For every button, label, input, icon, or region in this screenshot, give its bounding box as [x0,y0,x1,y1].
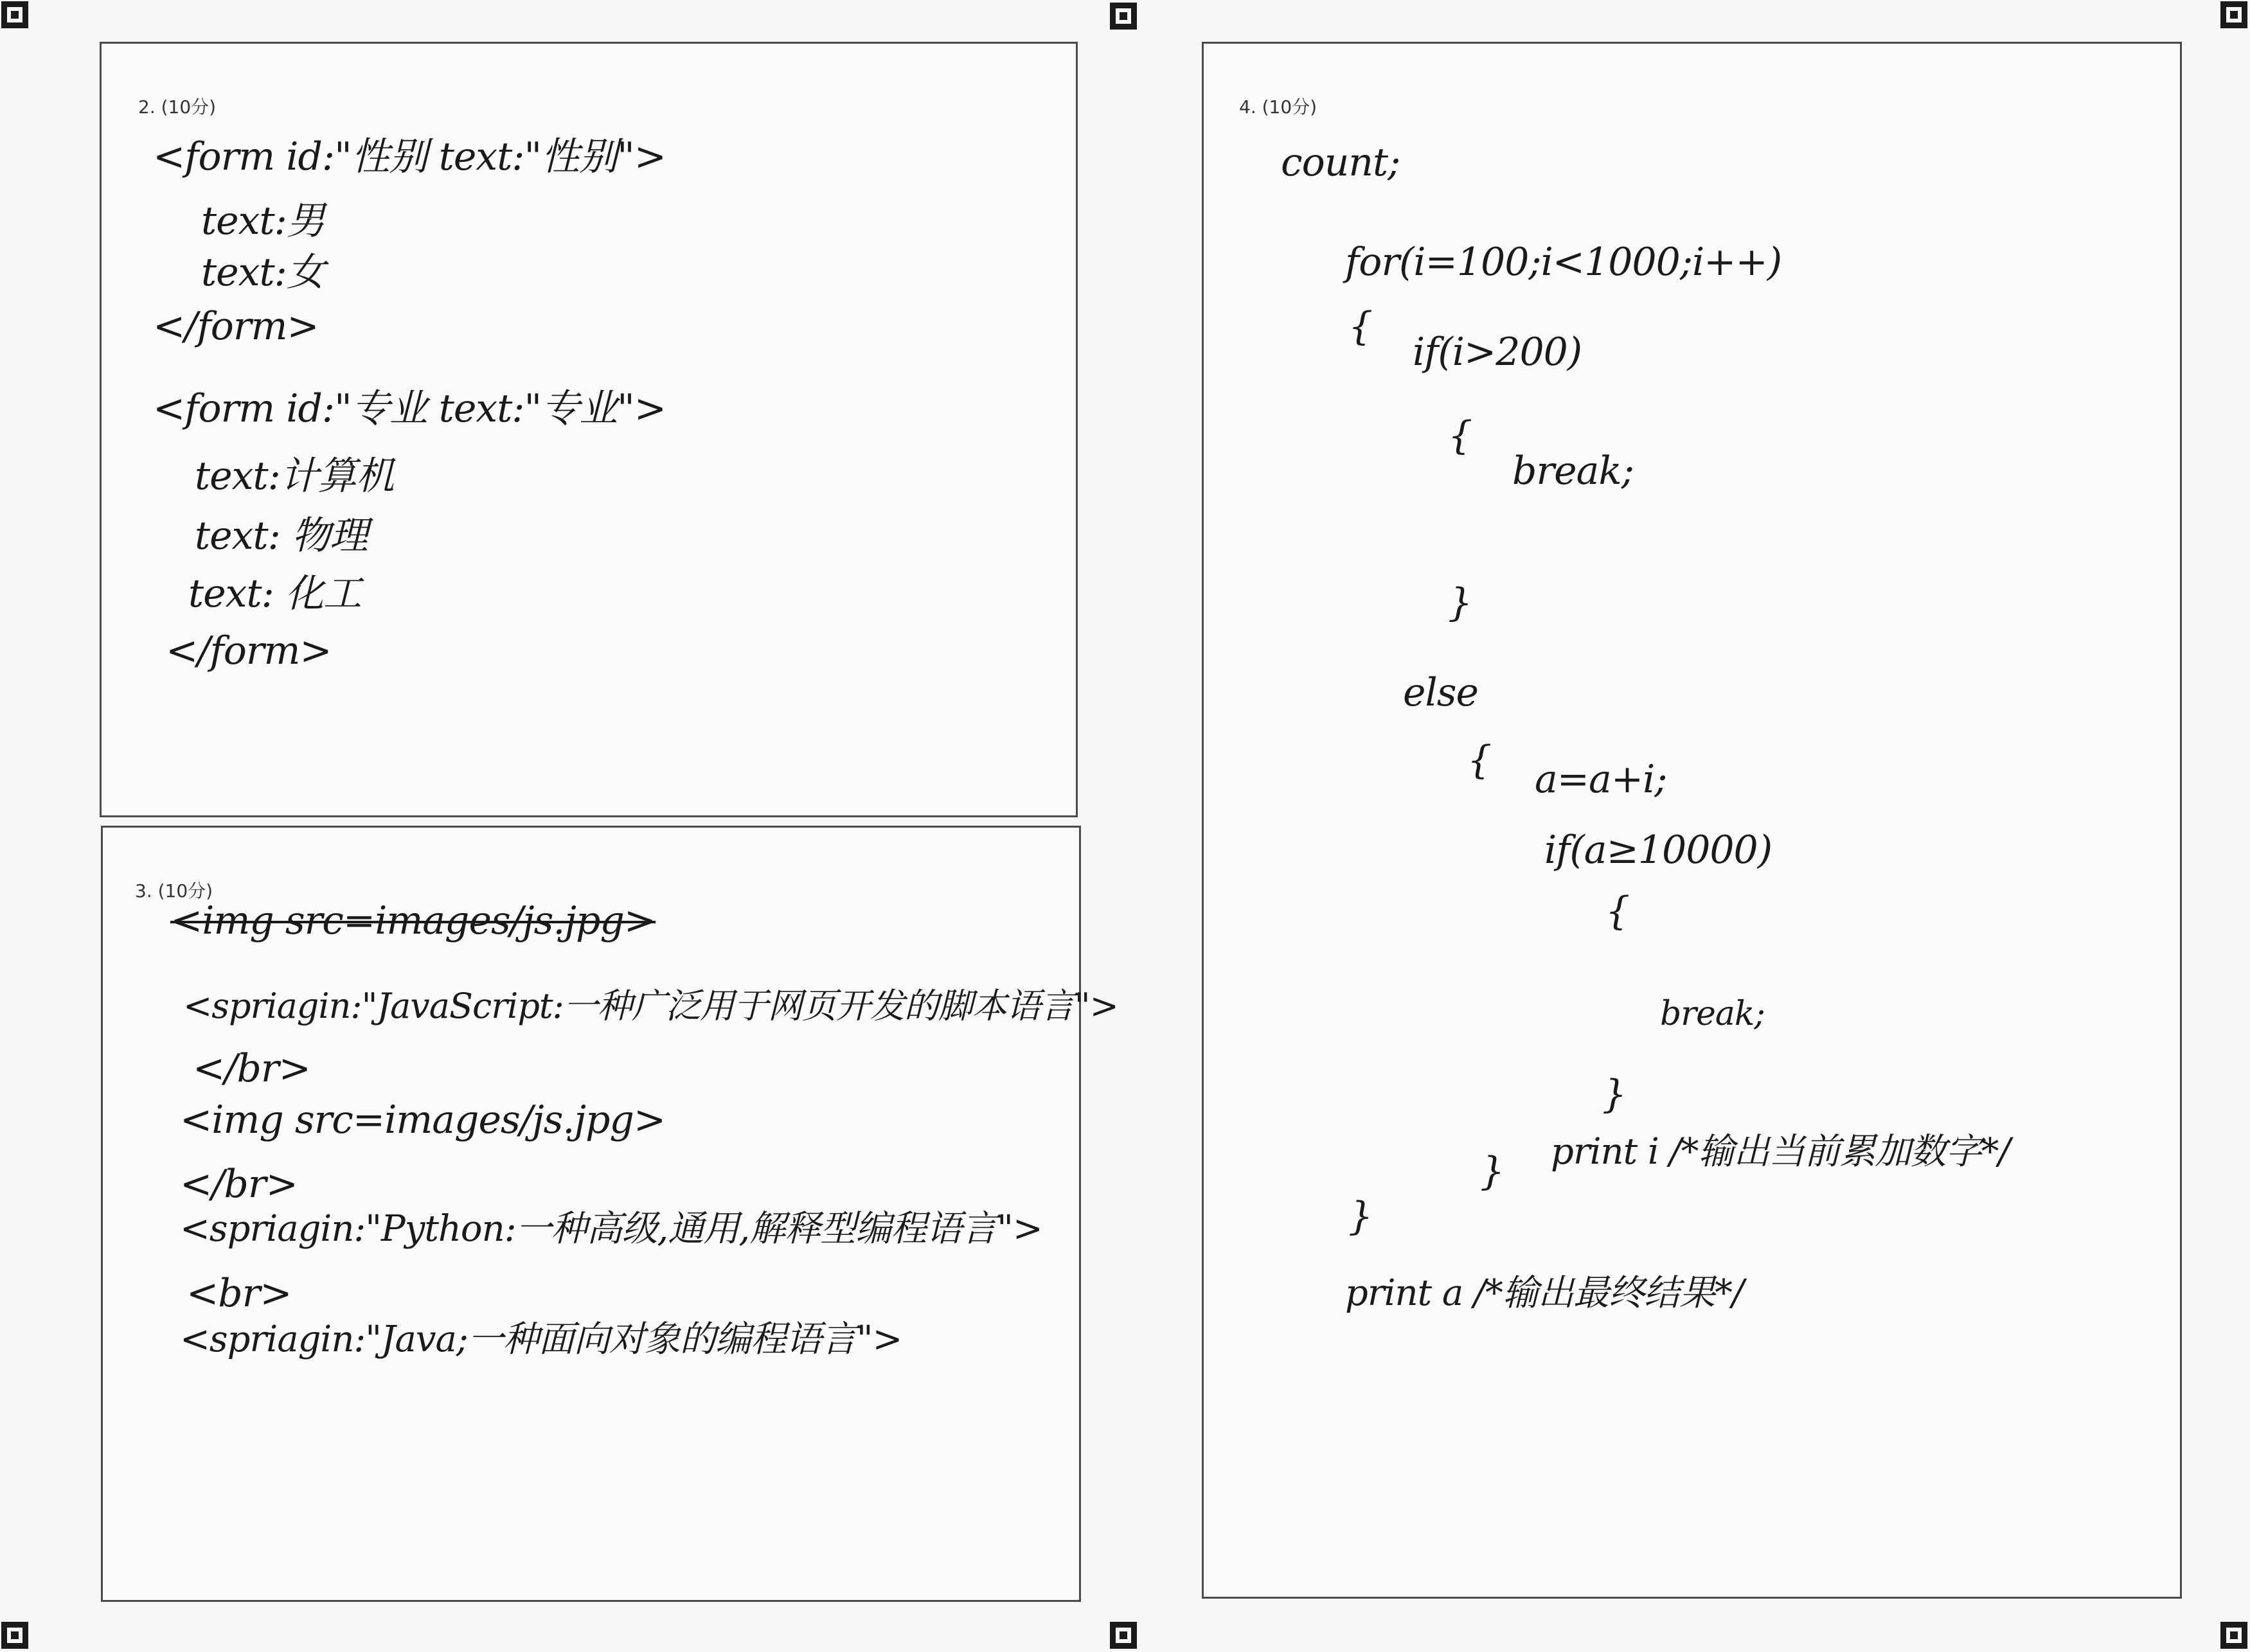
registration-mark-bottom-right [2220,1622,2247,1649]
handwritten-line: } [1480,1149,1504,1194]
handwritten-line: { [1467,738,1492,783]
handwritten-line: for(i=100;i<1000;i++) [1345,240,1782,285]
handwritten-line: if(i>200) [1413,330,1582,375]
handwritten-line: </form> [153,304,319,349]
answer-box-q2 [100,42,1078,817]
handwritten-line: break; [1512,449,1634,493]
handwritten-line: count; [1281,140,1400,185]
handwritten-line: print a /*输出最终结果*/ [1345,1272,1744,1314]
handwritten-line: } [1602,1072,1627,1117]
handwritten-line: { [1605,889,1630,934]
handwritten-line: else [1403,670,1478,715]
question-label: 3. (10分) [135,880,213,901]
handwritten-line: </br> [180,1162,298,1207]
answer-box-q3 [101,826,1118,1602]
handwritten-line: if(a≥10000) [1544,828,1772,873]
struck-out-line: <img src=images/js.jpg> [170,898,656,943]
handwritten-line: <spriagin:"Python:一种高级,通用,解释型编程语言"> [180,1208,1042,1250]
handwritten-line: text: 物理 [195,513,368,558]
handwritten-line: { [1448,413,1472,458]
registration-mark-top-right [2220,1,2247,28]
question-label: 2. (10分) [138,96,217,118]
handwritten-line: <br> [186,1271,292,1316]
handwritten-line: print i /*输出当前累加数字*/ [1551,1131,2010,1173]
handwritten-line: text: 化工 [188,571,361,616]
handwritten-line: <spriagin:"Java;一种面向对象的编程语言"> [180,1319,902,1360]
handwritten-line: text:女 [201,250,325,295]
handwritten-line: <form id:"专业 text:"专业"> [153,386,666,431]
handwritten-line: <spriagin:"JavaScript:一种广泛用于网页开发的脚本语言"> [183,986,1118,1026]
handwritten-line: <form id:"性别 text:"性别"> [153,134,666,179]
handwritten-line: <img src=images/js.jpg> [180,1097,666,1142]
handwritten-line: text:男 [201,199,325,244]
registration-mark-top-center [1110,3,1137,30]
registration-mark-top-left [1,1,28,28]
registration-mark-bottom-left [1,1622,28,1649]
handwritten-line: { [1348,304,1373,349]
handwritten-line: } [1448,580,1472,625]
handwritten-line: a=a+i; [1535,757,1667,802]
handwritten-line: </br> [193,1046,310,1091]
answer-box-q4 [1202,42,2182,1599]
handwritten-line: </form> [166,628,332,673]
handwritten-line: break; [1660,995,1765,1033]
handwritten-line: } [1348,1194,1373,1239]
registration-mark-bottom-center [1110,1622,1137,1649]
question-label: 4. (10分) [1239,96,1317,118]
handwritten-line: text:计算机 [195,454,394,499]
